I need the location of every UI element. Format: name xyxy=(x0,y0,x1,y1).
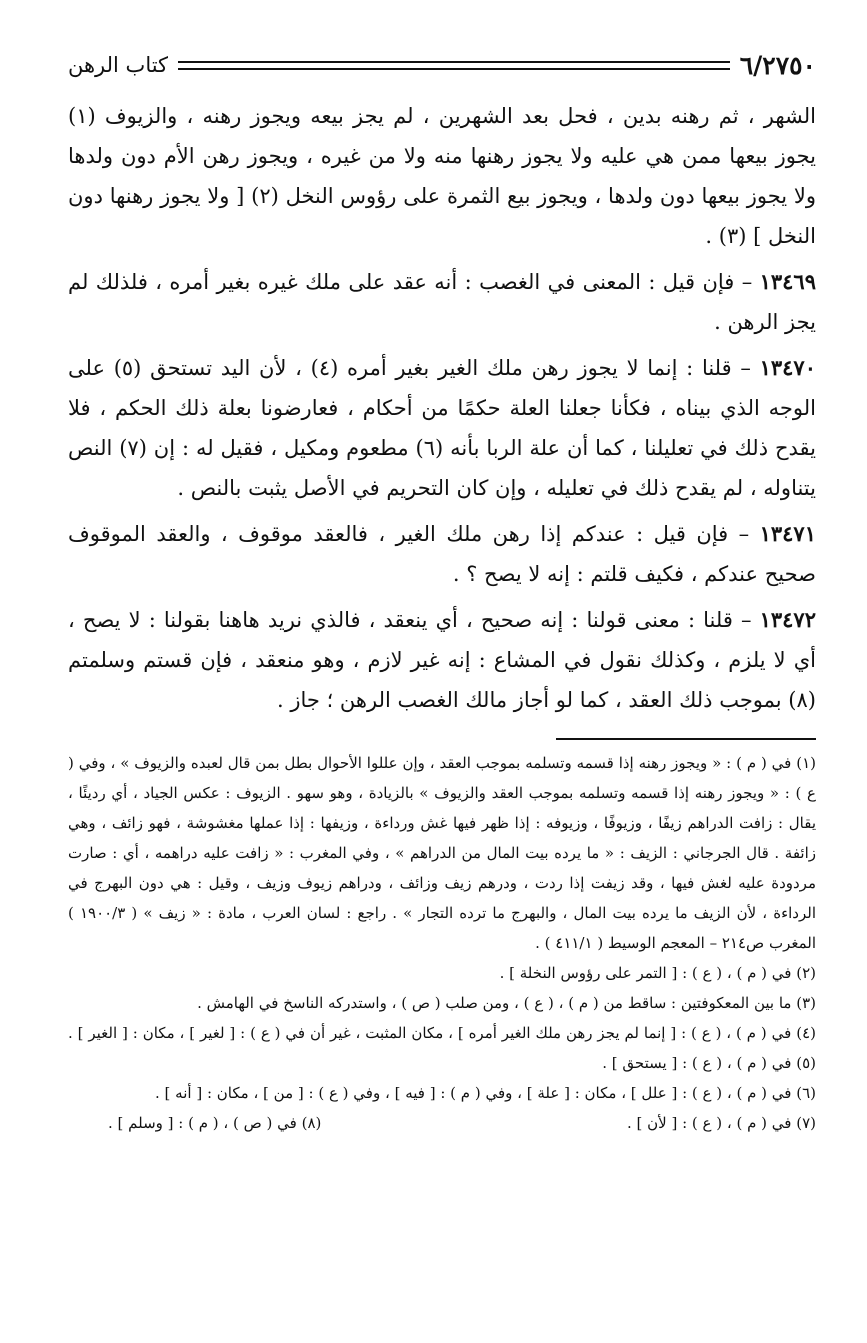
footnote-6: (٦) في ( م ) ، ( ع ) : [ علل ] ، مكان : [ علة ] ، وفي ( م ) : [ فيه ] ، وفي ( ع ) : [ من ] ، مكان : [ أنه ] . xyxy=(155,1084,816,1102)
footnote-5: (٥) في ( م ) ، ( ع ) : [ يستحق ] . xyxy=(602,1054,816,1072)
main-text xyxy=(68,96,816,720)
paragraph-13469 xyxy=(68,262,816,342)
footnote-7: (٧) في ( م ) ، ( ع ) : [ لأن ] . xyxy=(626,1114,816,1132)
paragraph-text: – قلنا : إنما لا يجوز رهن ملك الغير بغير أمره (٤) ، لأن اليد تستحق (٥) على الوجه الذي بيناه ، فكأنا جعلنا العلة حكمًا من أحكام ، فعارضونا بعلة ذلك الحكم ، فلا يقدح ذلك في تعليلنا ، كما أن علة الربا بأنه (٦) مطعوم ومكيل ، فقيل له : إن (٧) النص يتناوله ، لم يقدح ذلك في تعليله ، وإن كان التحريم في الأصل يثبت بالنص . xyxy=(68,356,816,500)
document-page xyxy=(68,48,816,1138)
footnote-1: (١) في ( م ) : « ويجوز رهنه إذا قسمه وتسلمه بموجب العقد ، وإن عللوا الأحوال بطل بمن قال لعبده والزيوف » ، وفي ( ع ) : « ويجوز رهنه إذا قسمه وتسلمه بموجب العقد والزيوف » بالزيادة ، وهو سهو . الزيوف : عكس الجياد ، أي رديئًا ، يقال : زافت الدراهم زيفًا ، وزيوفًا ، وزيوفه : إذا ظهر فيها غش ورداءة ، وزيفها : إذا عملها مغشوشة ، فهو زائف ، وهي زائفة . قال الجرجاني : الزيف : « ما يرده بيت المال من الدراهم » ، وفي المغرب : « زافت عليه دراهمه ، أي : صارت مردودة عليه لغش فيها ، وقد زيفت إذا ردت ، ودرهم زيف وزائف ، ودراهم زيوف وزيف ، وقيل : هي دون البهرج في الرداءة ، لأن الزيف ما يرده بيت المال ، والبهرج ما ترده التجار » . راجع : لسان العرب ، مادة : « زيف » ( ١٩٠٠/٣ ) المغرب ص٢١٤ – المعجم الوسيط ( ٤١١/١ ) . xyxy=(68,754,816,952)
page-header xyxy=(68,48,816,82)
footnotes xyxy=(68,748,816,1138)
paragraph-text: – فإن قيل : عندكم إذا رهن ملك الغير ، فالعقد موقوف ، والعقد الموقوف صحيح عندكم ، فكيف قلتم : إنه لا يصح ؟ . xyxy=(68,522,816,586)
footnote-separator xyxy=(556,738,816,740)
paragraph-number: ١٣٤٧٠ xyxy=(759,355,816,380)
page-number: ٦/٢٧٥٠ xyxy=(739,50,816,80)
paragraph-13471 xyxy=(68,514,816,594)
book-title: كتاب الرهن xyxy=(68,53,169,77)
paragraph-13470 xyxy=(68,348,816,508)
intro-paragraph: الشهر ، ثم رهنه بدين ، فحل بعد الشهرين ، لم يجز بيعه ويجوز رهنه ، والزيوف (١) يجوز بيعها ممن هي عليه ولا يجوز رهنها منه ولا من غيره ، ويجوز رهن الأم دون ولدها ولا يجوز بيعها دون ولدها ، ويجوز بيع الثمرة على رؤوس النخل (٢) [ ولا يجوز رهنها دون النخل ] (٣) . xyxy=(68,104,816,248)
paragraph-number: ١٣٤٧٢ xyxy=(759,607,816,632)
footnote-2: (٢) في ( م ) ، ( ع ) : [ التمر على رؤوس النخلة ] . xyxy=(499,964,816,982)
footnote-row-7-8 xyxy=(68,1108,816,1138)
paragraph-13472 xyxy=(68,600,816,720)
footnote-3: (٣) ما بين المعكوفتين : ساقط من ( م ) ، ( ع ) ، ومن صلب ( ص ) ، واستدركه الناسخ في الهامش . xyxy=(197,994,816,1012)
footnote-8: (٨) في ( ص ) ، ( م ) : [ وسلم ] . xyxy=(108,1114,322,1132)
footnote-4 xyxy=(68,1018,816,1078)
paragraph-number: ١٣٤٦٩ xyxy=(759,269,816,294)
header-rule xyxy=(178,61,730,70)
paragraph-text: – فإن قيل : المعنى في الغصب : أنه عقد على ملك غيره بغير أمره ، فلذلك لم يجز الرهن . xyxy=(68,270,816,334)
paragraph-number: ١٣٤٧١ xyxy=(759,521,816,546)
footnote-4-text: (٤) في ( م ) ، ( ع ) : [ إنما لم يجز رهن ملك الغير أمره ] ، مكان المثبت ، غير أن في ( ع ) : [ لغير ] ، مكان : [ الغير ] . xyxy=(68,1024,816,1042)
paragraph-text: – قلنا : معنى قولنا : إنه صحيح ، أي ينعقد ، فالذي نريد هاهنا بقولنا : لا يصح ، أي لا يلزم ، وكذلك نقول في المشاع : إنه غير لازم ، وهو منعقد ، فإن قستم وسلمتم (٨) بموجب ذلك العقد ، كما لو أجاز مالك الغصب الرهن ؛ جاز . xyxy=(68,608,816,712)
